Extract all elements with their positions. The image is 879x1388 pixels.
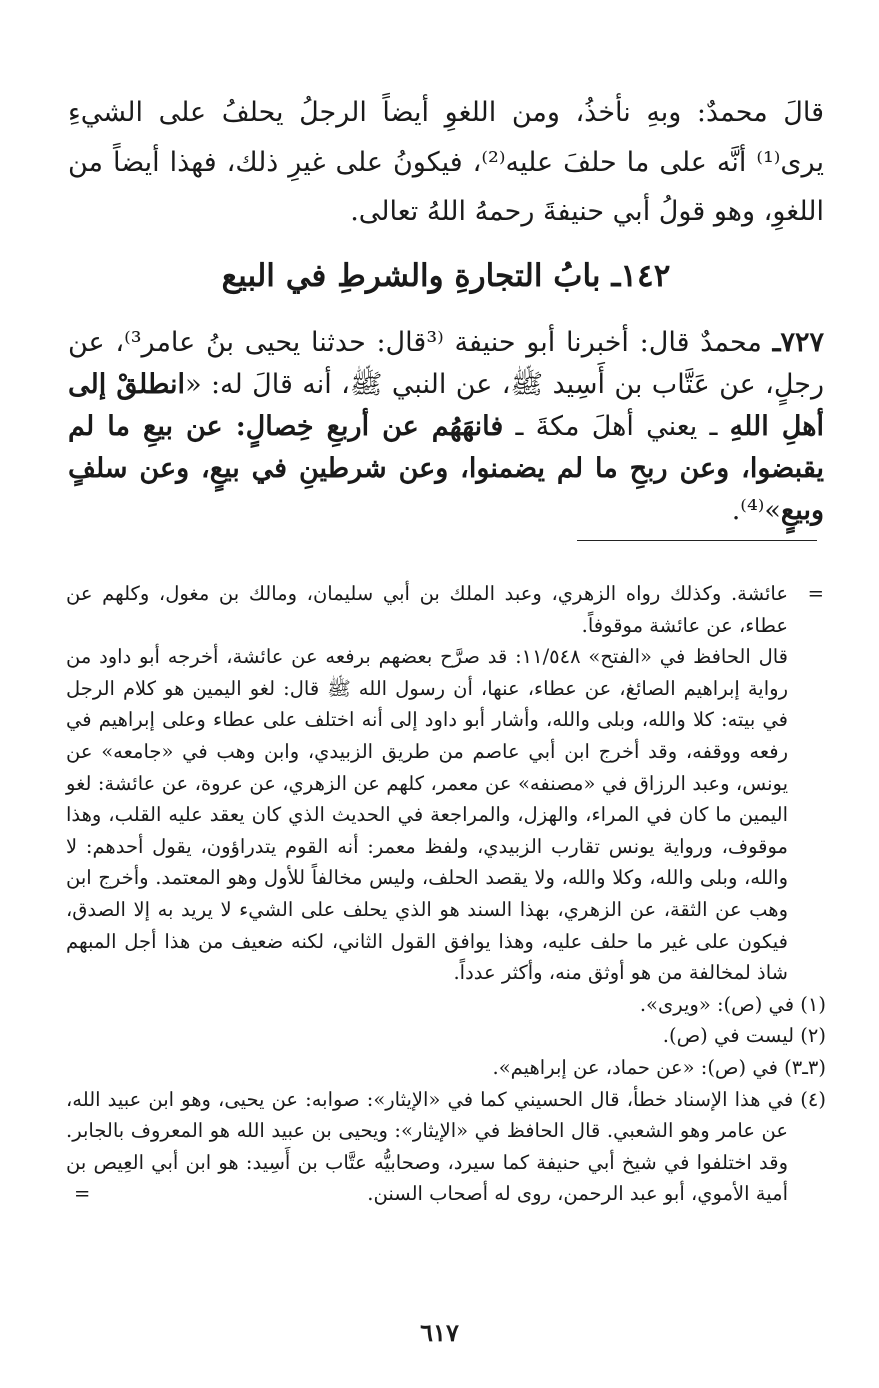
footnote-2: (٢) ليست في (ص). [662, 1024, 826, 1048]
footnotes-section [66, 578, 826, 1210]
footnote-4-wrapper [66, 1084, 826, 1210]
hadith-aside: ـ يعني أهلَ مكةَ ـ [503, 411, 730, 442]
footnote-4: (٤) في هذا الإسناد خطأ، قال الحسيني كما في «الإيثار»: صوابه: عن يحيى، وهو ابن عبيد الله، عن عامر وهو الشعبي. قال الحافظ في «الإيثار»: ويحيى بن عبيد الله هو المعروف بالجابر. وقد اختلفوا في شيخ أبي حنيفة كما سيرد، وصحابيُّه عتَّاب بن أَسِيد: هو ابن أبي العِيص بن أمية الأموي، أبو عبد الرحمن، روى له أصحاب السنن. [66, 1087, 826, 1206]
main-paragraph: قالَ محمدٌ: وبهِ نأخذُ، ومن اللغوِ أيضاً الرجلُ يحلفُ على الشيءِ يرى⁽¹⁾ أنَّه على ما حلفَ عليه⁽²⁾، فيكونُ على غيرِ ذلك، فهذا أيضاً من اللغوِ، وهو قولُ أبي حنيفةَ رحمهُ اللهُ تعالى. [68, 97, 824, 227]
footnote-divider [577, 540, 817, 541]
hadith-paragraph [68, 322, 824, 532]
end-marker: = [74, 1182, 91, 1206]
footnote-continuation [66, 578, 826, 989]
hadith-quote-2: فانهَهُم عن أربعِ خِصالٍ: عن بيعِ ما لم يقبضوا، وعن ربحِ ما لم يضمنوا، وعن شرطينِ في بيعٍ، وعن سلفٍ وبيعٍ [68, 411, 824, 526]
hadith-intro: محمدٌ قال: أخبرنا أبو حنيفة ⁽³قال: حدثنا يحيى بنُ عامر³⁾، عن رجلٍ، عن عَتَّاب بن أَسِيد ﷺ، عن النبي ﷺ، أنه قالَ له: « [68, 327, 824, 400]
hadith-quote-1: انطلقْ إلى أهلِ اللهِ [68, 369, 824, 442]
footnote-1: (١) في (ص): «ويرى». [639, 992, 826, 1016]
hadith-closing: »⁽⁴⁾. [731, 495, 781, 526]
chapter-title: ١٤٢ـ بابُ التجارةِ والشرطِ في البيع [221, 258, 671, 294]
continuation-paragraph: قال الحافظ في «الفتح» ١١/٥٤٨: قد صرَّح بعضهم برفعه عن عائشة، أخرجه أبو داود من رواية إبراهيم الصائغ، عن عطاء، عنها، أن رسول الله ﷺ قال: لغو اليمين هو كلام الرجل في بيته: كلا والله، وبلى والله، وأشار أبو داود إلى أنه اختلف على عطاء وعلى إبراهيم في رفعه ووقفه، وقد أخرج ابن أبي عاصم من طريق الزبيدي، وابن وهب في «جامعه» عن يونس، وعبد الرزاق في «مصنفه» عن معمر، كلهم عن الزهري، عن عروة، عن عائشة: لغو اليمين ما كان في المراء، والهزل، والمراجعة في الحديث الذي كان يعقد عليه القلب، وهذا موقوف، ورواية يونس تقارب الزبيدي، ولفظ معمر: أنه القوم يتدراؤون، يقول أحدهم: لا والله، وبلى والله، وكلا والله، ولا يقصد الحلف، وليس مخالفاً للأول وهو المعتمد. وأخرج ابن وهب عن الثقة، عن الزهري، بهذا السند هو الذي يحلف على الشيء لا يريد به إلا الصدق، فيكون على غير ما حلف عليه، وهذا يوافق القول الثاني، لكنه ضعيف من هذا أجل المبهم شاذ لمخالفة من هو أوثق منه، وأكثر عدداً. [66, 645, 788, 985]
footnote-3: (٣ـ٣) في (ص): «عن حماد، عن إبراهيم». [492, 1055, 826, 1079]
continuation-paragraph: عائشة. وكذلك رواه الزهري، وعبد الملك بن أبي سليمان، ومالك بن مغول، وكلهم عن عطاء، عن عائشة موقوفاً. [66, 582, 788, 637]
page-number: ٦١٧ [420, 1318, 459, 1347]
continuation-marker: = [807, 582, 824, 605]
hadith-number: ٧٢٧ـ [772, 327, 824, 358]
